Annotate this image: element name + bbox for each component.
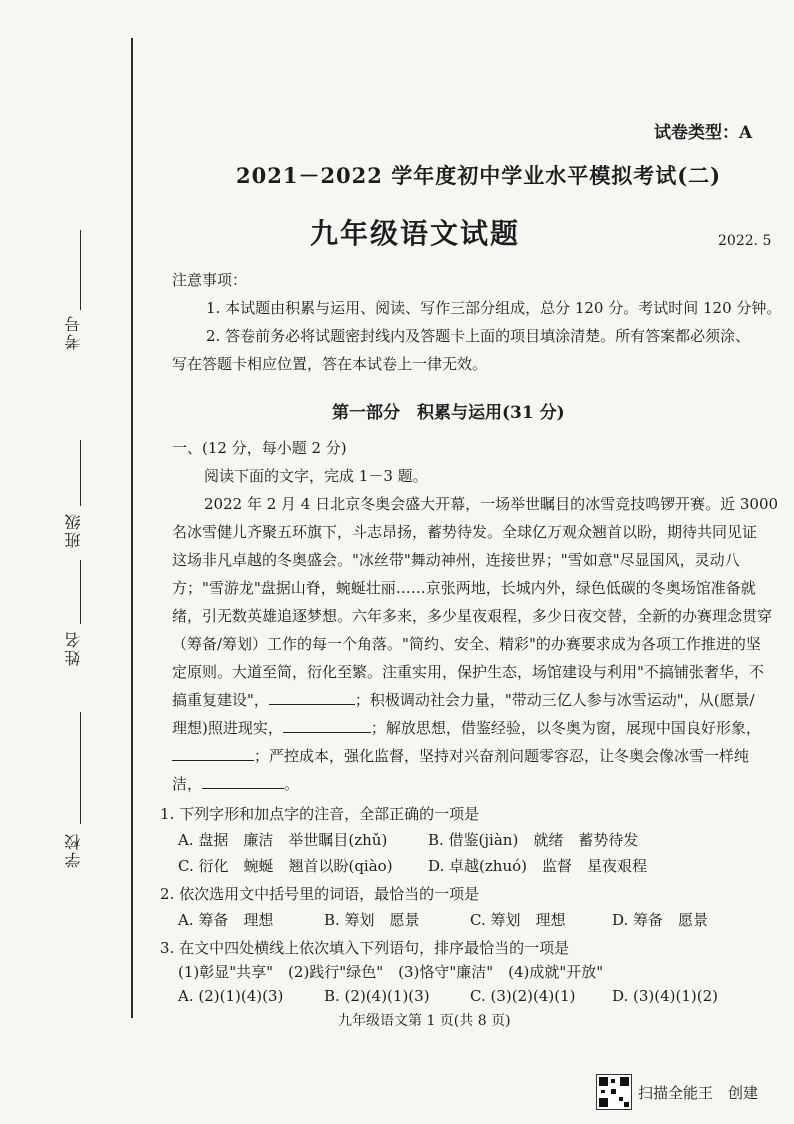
passage-line: 名冰雪健儿齐聚五环旗下，斗志昂扬，蓄势待发。全球亿万观众翘首以盼，期待共同见证 (172, 523, 758, 541)
q2-option-d: D. 筹备 愿景 (612, 911, 709, 929)
q2-option-b: B. 筹划 愿景 (324, 911, 420, 929)
question-2: 2. 依次选用文中括号里的词语，最恰当的一项是 (160, 885, 480, 903)
passage-text: 搞重复建设"， (172, 691, 269, 709)
q1-option-c: C. 衍化 蜿蜒 翘首以盼(qiào) (178, 857, 393, 875)
q1-option-b: B. 借鉴(jiàn) 就绪 蓄势待发 (428, 831, 639, 849)
question-3: 3. 在文中四处横线上依次填入下列语句，排序最恰当的一项是 (160, 939, 570, 957)
page-title: 九年级语文试题 (310, 217, 521, 250)
passage-text: ；积极调动社会力量，"带动三亿人参与冰雪运动"，从(愿景/ (354, 691, 755, 709)
passage-line (172, 690, 755, 710)
class-blank (80, 440, 81, 506)
passage-line (172, 774, 299, 794)
passage-text: 理想)照进现实， (172, 719, 283, 737)
passage-line: （筹备/筹划）工作的每一个角落。"简约、安全、精彩"的办赛要求成为各项工作推进的坚 (172, 635, 761, 653)
reading-instruction: 阅读下面的文字，完成 1－3 题。 (204, 467, 428, 485)
passage-line (172, 718, 761, 738)
answer-blank (283, 718, 371, 733)
passage-line: 这场非凡卓越的冬奥盛会。"冰丝带"舞动神州，连接世界；"雪如意"尽显国风，灵动八 (172, 551, 740, 569)
passage-line: 方；"雪游龙"盘据山脊，蜿蜒壮丽……京张两地，长城内外，绿色低碳的冬奥场馆准备就 (172, 579, 756, 597)
exam-number-label: 考号 (64, 314, 83, 350)
answer-blank (202, 774, 284, 789)
q3-option-c: C. (3)(2)(4)(1) (470, 987, 576, 1005)
section-one-heading: 一、(12 分，每小题 2 分) (172, 439, 347, 457)
seal-line (131, 38, 133, 1018)
answer-blank (172, 746, 254, 761)
q1-option-d: D. 卓越(zhuó) 监督 星夜艰程 (428, 857, 647, 875)
q1-option-a: A. 盘据 廉洁 举世瞩目(zhǔ) (178, 831, 388, 849)
answer-blank (269, 690, 355, 705)
exam-number-blank (80, 230, 81, 310)
notice-heading: 注意事项： (172, 271, 248, 289)
school-blank (80, 712, 81, 824)
question-1: 1. 下列字形和加点字的注音，全部正确的一项是 (160, 805, 480, 823)
notice-line-1: 1. 本试题由积累与运用、阅读、写作三部分组成，总分 120 分。考试时间 120 分钟。 (206, 299, 782, 317)
passage-text: 。 (284, 775, 300, 793)
qr-code-icon (596, 1074, 632, 1110)
school-label: 学校 (64, 832, 83, 868)
scanner-watermark: 扫描全能王 创建 (638, 1084, 759, 1102)
q3-option-d: D. (3)(4)(1)(2) (612, 987, 719, 1005)
q2-option-c: C. 筹划 理想 (470, 911, 566, 929)
q3-option-a: A. (2)(1)(4)(3) (178, 987, 284, 1005)
paper-type: 试卷类型：A (654, 123, 753, 143)
passage-line (172, 746, 749, 766)
passage-text: 洁， (172, 775, 203, 793)
passage-line: 绪，引无数英雄追逐梦想。六年多来，多少星夜艰程，多少日夜交替，全新的办赛理念贯穿 (172, 607, 773, 625)
class-label: 班级 (64, 512, 83, 548)
q2-option-a: A. 筹备 理想 (178, 911, 274, 929)
q3-items: (1)彰显"共享" (2)践行"绿色" (3)恪守"廉洁" (4)成就"开放" (178, 963, 604, 981)
passage-text: ；解放思想，借鉴经验，以冬奥为窗，展现中国良好形象， (370, 719, 761, 737)
passage-line: 2022 年 2 月 4 日北京冬奥会盛大开幕，一场举世瞩目的冰雪竞技鸣锣开赛。近 3000 (204, 495, 779, 513)
passage-line: 定原则。大道至简，衍化至繁。注重实用，保护生态，场馆建设与利用"不搞铺张奢华，不 (172, 663, 764, 681)
notice-line-2-cont: 写在答题卡相应位置，答在本试卷上一律无效。 (172, 355, 488, 373)
exam-title: 2021－2022 学年度初中学业水平模拟考试(二) (236, 163, 722, 188)
q3-option-b: B. (2)(4)(1)(3) (324, 987, 430, 1005)
exam-date: 2022. 5 (718, 233, 772, 249)
part-one-title: 第一部分 积累与运用(31 分) (332, 403, 565, 423)
passage-text: ；严控成本，强化监督，坚持对兴奋剂问题零容忍，让冬奥会像冰雪一样纯 (254, 747, 750, 765)
page-number: 九年级语文第 1 页(共 8 页) (338, 1013, 511, 1029)
notice-line-2: 2. 答卷前务必将试题密封线内及答题卡上面的项目填涂清楚。所有答案都必须涂、 (206, 327, 751, 345)
name-label: 姓名 (64, 630, 83, 666)
name-blank (80, 560, 81, 624)
